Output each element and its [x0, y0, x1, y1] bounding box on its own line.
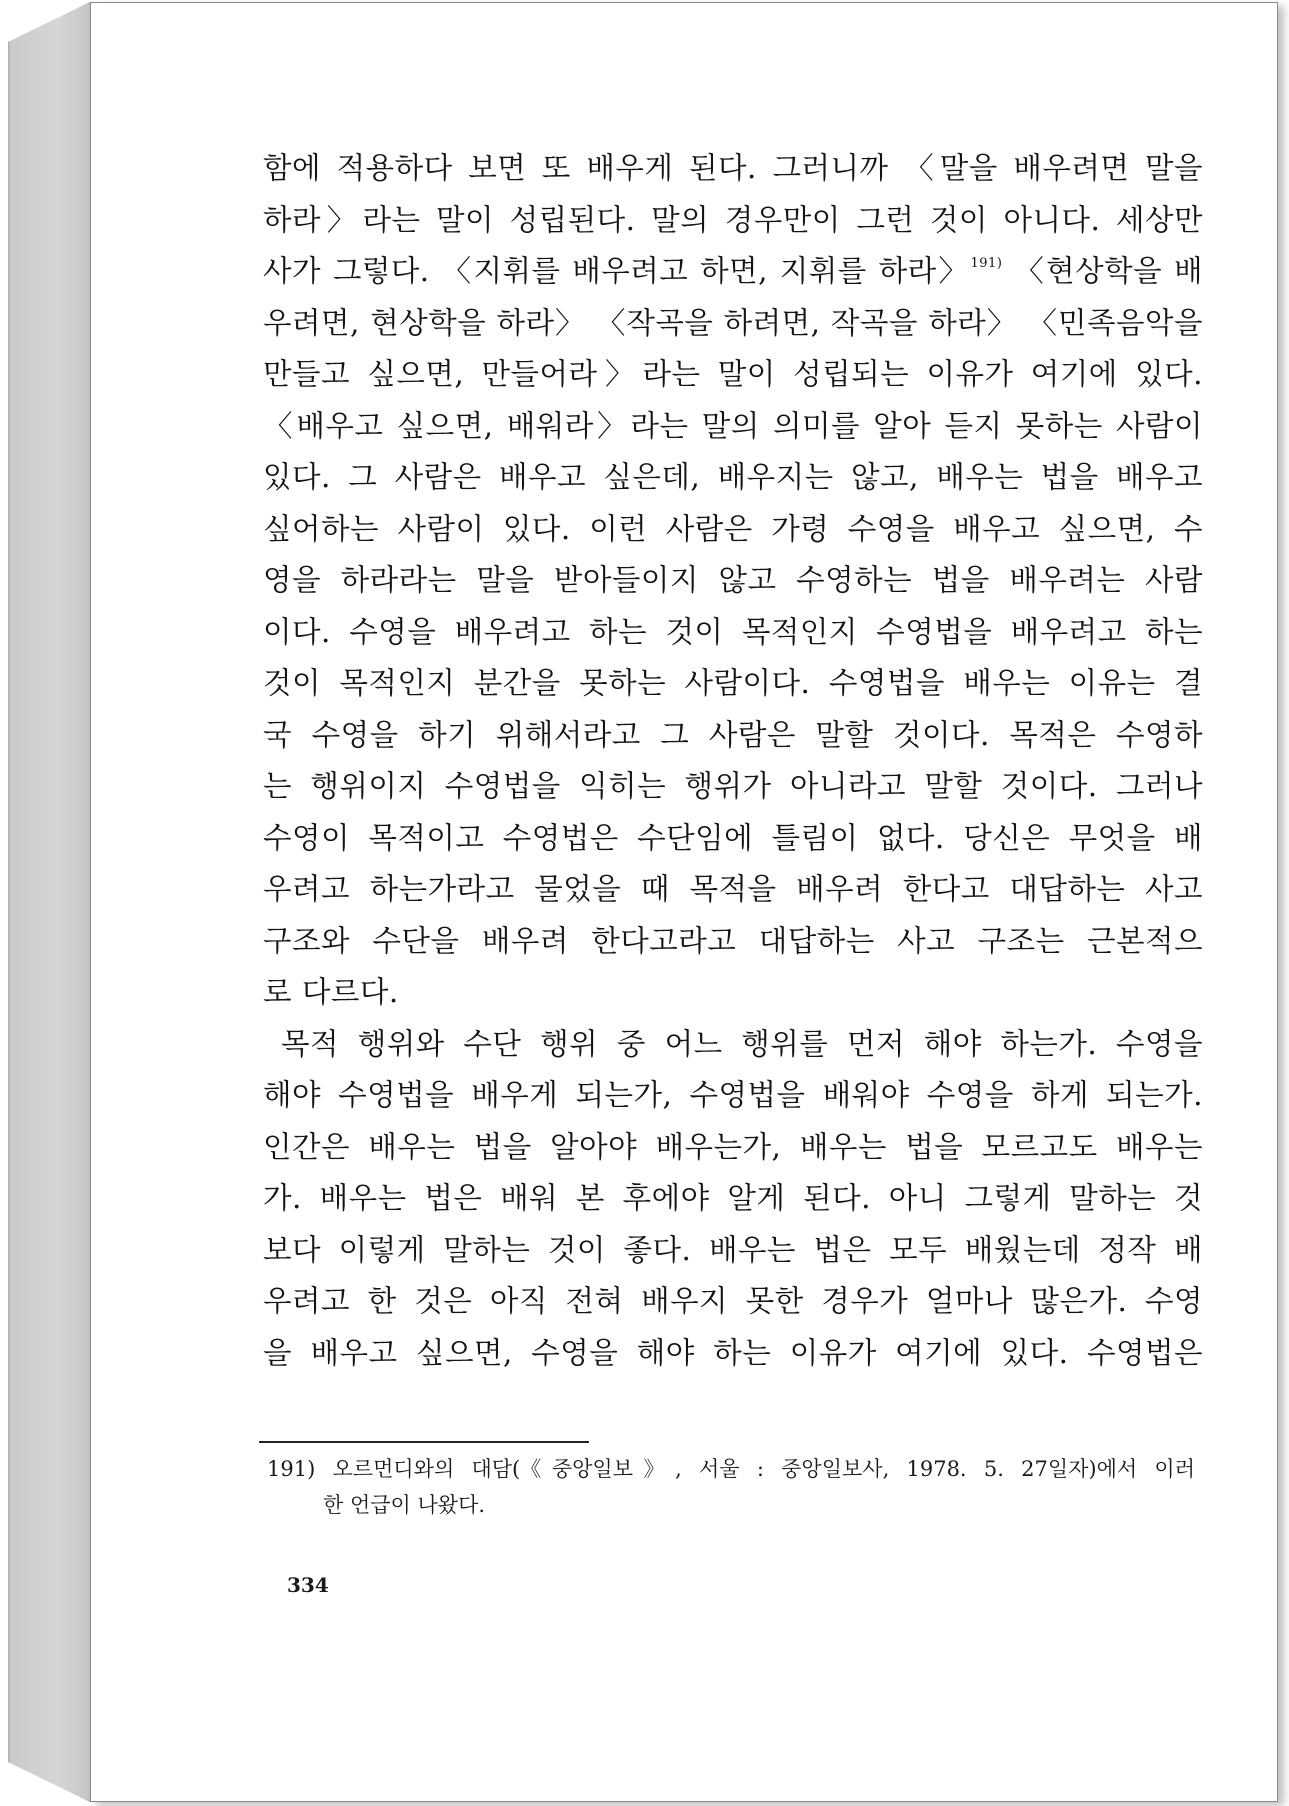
text-line: 영을 하라라는 말을 받아들이지 않고 수영하는 법을 배우려는 사람: [263, 563, 1203, 597]
text-line: 우려고 하는가라고 물었을 때 목적을 배우려 한다고 대답하는 사고: [263, 872, 1203, 906]
text-line-with-footnote: [263, 246, 1203, 298]
text-line: 목적 행위와 수단 행위 중 어느 행위를 먼저 해야 하는가. 수영을: [281, 1026, 1203, 1061]
text-line: 해야 수영법을 배우게 되는가, 수영법을 배워야 수영을 하게 되는가.: [263, 1078, 1203, 1112]
text-line: 수영이 목적이고 수영법은 수단임에 틀림이 없다. 당신은 무엇을 배: [263, 820, 1203, 855]
text-line: 로 다르다.: [263, 975, 399, 1009]
text-line: 싶어하는 사람이 있다. 이런 사람은 가령 수영을 배우고 싶으면, 수: [263, 511, 1203, 546]
text-line: 가. 배우는 법은 배워 본 후에야 알게 된다. 아니 그렇게 말하는 것: [263, 1181, 1203, 1215]
footnote-divider: [259, 1441, 589, 1443]
text-line: 구조와 수단을 배우려 한다고라고 대답하는 사고 구조는 근본적으: [263, 923, 1203, 958]
text-line: 만들고 싶으면, 만들어라〉라는 말이 성립되는 이유가 여기에 있다.: [263, 357, 1203, 391]
text-segment: 사가 그렇다. 〈지휘를 배우려고 하면, 지휘를 하라〉: [263, 254, 971, 288]
text-line: 우려면, 현상학을 하라〉 〈작곡을 하려면, 작곡을 하라〉 〈민족음악을: [263, 305, 1203, 340]
body-text: [263, 143, 1203, 1379]
text-segment: 〈현상학을 배: [1002, 254, 1203, 288]
text-line: 국 수영을 하기 위해서라고 그 사람은 말할 것이다. 목적은 수영하: [263, 717, 1203, 752]
text-line: 보다 이렇게 말하는 것이 좋다. 배우는 법은 모두 배웠는데 정작 배: [263, 1232, 1203, 1267]
book-page: [90, 2, 1278, 1802]
footnote-reference[interactable]: 191): [970, 256, 1003, 271]
page-number: 334: [287, 1573, 329, 1597]
text-line: 우려고 한 것은 아직 전혀 배우지 못한 경우가 얼마나 많은가. 수영: [263, 1284, 1203, 1318]
footnote-line: 한 언급이 나왔다.: [323, 1493, 486, 1517]
footnote-line: 191) 오르먼디와의 대담(《중앙일보》, 서울 : 중앙일보사, 1978. 5. 27일자)에서 이러: [267, 1457, 1195, 1481]
footnote: [267, 1451, 1195, 1523]
text-line: 이다. 수영을 배우려고 하는 것이 목적인지 수영법을 배우려고 하는: [263, 614, 1203, 649]
text-line: 함에 적용하다 보면 또 배우게 된다. 그러니까 〈말을 배우려면 말을: [263, 151, 1203, 185]
text-line: 는 행위이지 수영법을 익히는 행위가 아니라고 말할 것이다. 그러나: [263, 769, 1203, 803]
text-line: 하라〉라는 말이 성립된다. 말의 경우만이 그런 것이 아니다. 세상만: [263, 202, 1203, 237]
text-line: 것이 목적인지 분간을 못하는 사람이다. 수영법을 배우는 이유는 결: [263, 666, 1203, 700]
text-line: 인간은 배우는 법을 알아야 배우는가, 배우는 법을 모르고도 배우는: [263, 1129, 1203, 1164]
text-line: 있다. 그 사람은 배우고 싶은데, 배우지는 않고, 배우는 법을 배우고: [263, 460, 1203, 494]
text-line: 〈배우고 싶으면, 배워라〉라는 말의 의미를 알아 듣지 못하는 사람이: [263, 408, 1203, 443]
text-line: 을 배우고 싶으면, 수영을 해야 하는 이유가 여기에 있다. 수영법은: [263, 1335, 1203, 1370]
book-spine: [8, 2, 92, 1802]
